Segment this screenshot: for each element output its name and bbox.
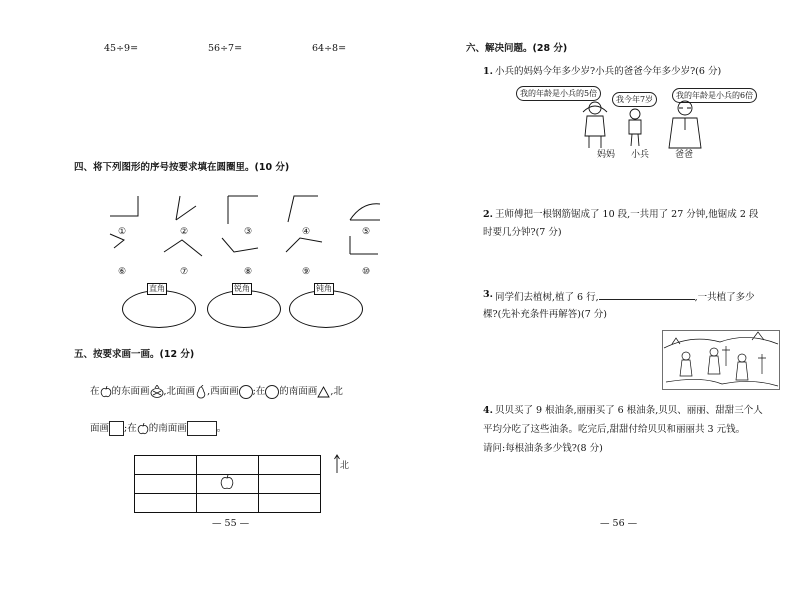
north-label: 北: [340, 461, 350, 471]
pineapple-icon: [150, 385, 164, 398]
apple-icon-2: [137, 423, 149, 435]
section-5-line-1: [90, 384, 343, 400]
s5-text-10: 的南面画: [148, 423, 187, 434]
shape-7-obtuse: [164, 240, 202, 256]
shape-5-curve: [350, 204, 380, 220]
s5-text-11: 。: [216, 423, 227, 434]
oval-label-obtuse-angle: 钝角: [316, 284, 332, 293]
oval-acute-angle[interactable]: [207, 290, 281, 328]
shape-10-right: [350, 236, 378, 254]
family-illustration: [575, 100, 715, 150]
bubble-xiaobing: 我今年7岁: [612, 92, 657, 107]
q3-number: 3.: [483, 289, 493, 300]
s5-text-8: 面画: [90, 423, 110, 434]
oval-label-right-angle: 直角: [149, 284, 165, 293]
page-number-right: — 56 —: [600, 518, 638, 529]
q3-line-2: 棵?(先补充条件再解答)(7 分): [483, 309, 607, 320]
q1-text: 小兵的妈妈今年多少岁?小兵的爸爸今年多少岁?(6 分): [495, 66, 722, 77]
page-number-left: — 55 —: [212, 518, 250, 529]
q3-line-1: [495, 290, 755, 303]
section-5-line-2: [90, 421, 226, 437]
grid-apple-icon: [221, 475, 233, 489]
q1-number: 1.: [483, 66, 493, 77]
shape-1-right-angle: [110, 196, 138, 216]
section-4-title: 四、将下列图形的序号按要求填在圆圈里。(10 分): [74, 162, 290, 173]
rectangle-icon: [187, 421, 217, 436]
oval-right-angle[interactable]: [122, 290, 196, 328]
shape-number-4: ④: [302, 227, 311, 237]
q4-line-2: 平均分吃了这些油条。吃完后,甜甜付给贝贝和丽丽共 3 元钱。: [483, 424, 746, 435]
kid-head-icon: [630, 109, 640, 119]
shape-number-1: ①: [118, 227, 127, 237]
shape-number-8: ⑧: [244, 267, 253, 277]
s5-text-4: ,西面画: [207, 386, 239, 397]
section-5-title: 五、按要求画一画。(12 分): [74, 349, 195, 360]
q2-number: 2.: [483, 209, 493, 220]
apple-icon: [100, 386, 112, 398]
division-problem-3: 64÷8=: [312, 43, 347, 54]
shape-number-2: ②: [180, 227, 189, 237]
division-problem-1: 45÷9=: [104, 43, 139, 54]
q4-number: 4.: [483, 405, 493, 416]
q4-line-1: 贝贝买了 9 根油条,丽丽买了 6 根油条,贝贝、丽丽、甜甜三个人: [495, 405, 763, 416]
q2-line-1: 王师傅把一根钢筋锯成了 10 段,一共用了 27 分钟,他锯成 2 段: [495, 209, 759, 220]
circle-icon: [239, 385, 253, 399]
caption-mom: 妈妈: [597, 150, 616, 160]
shape-number-10: ⑩: [362, 267, 371, 277]
shape-number-6: ⑥: [118, 267, 127, 277]
oval-obtuse-angle[interactable]: [289, 290, 363, 328]
bubble-dad: 我的年龄是小兵的6倍: [672, 88, 757, 103]
shape-number-7: ⑦: [180, 267, 189, 277]
tree-planting-illustration: [662, 330, 780, 390]
circle-icon-2: [265, 385, 279, 399]
q2-line-2: 时要几分钟?(7 分): [483, 227, 562, 238]
s5-text-1: 在: [90, 386, 100, 397]
drawing-grid[interactable]: [134, 455, 324, 515]
shape-number-5: ⑤: [362, 227, 371, 237]
s5-text-9: ;在: [124, 423, 137, 434]
oval-label-acute-angle: 锐角: [234, 284, 250, 293]
s5-text-3: ,北面画: [163, 386, 196, 397]
triangle-icon: [317, 386, 330, 398]
square-icon: [109, 421, 124, 436]
s5-text-7: ,北: [330, 386, 343, 397]
q3-text-b: ,一共植了多少: [694, 292, 755, 303]
shape-number-9: ⑨: [302, 267, 311, 277]
mom-head-icon: [589, 102, 601, 114]
shape-2-acute-angle: [176, 196, 196, 220]
s5-text-2: 的东面画: [111, 386, 150, 397]
s5-text-6: 的南面画: [279, 386, 318, 397]
q3-answer-blank[interactable]: [599, 290, 695, 300]
shape-8-acute: [222, 238, 258, 252]
shape-number-3: ③: [244, 227, 253, 237]
q3-text-a: 同学们去植树,植了 6 行,: [495, 292, 599, 303]
section-6-title: 六、解决问题。(28 分): [466, 43, 568, 54]
shape-9-obtuse: [286, 238, 322, 252]
bubble-mom: 我的年龄是小兵的5倍: [516, 86, 601, 101]
caption-dad: 爸爸: [675, 150, 694, 160]
s5-text-5: ;在: [252, 386, 266, 397]
caption-xiaobing: 小兵: [631, 150, 650, 160]
q4-line-3: 请问:每根油条多少钱?(8 分): [483, 443, 603, 454]
shape-4-obtuse-angle: [288, 196, 318, 222]
pear-icon: [195, 385, 207, 399]
shape-3-right-angle: [228, 196, 258, 224]
division-problem-2: 56÷7=: [208, 43, 243, 54]
